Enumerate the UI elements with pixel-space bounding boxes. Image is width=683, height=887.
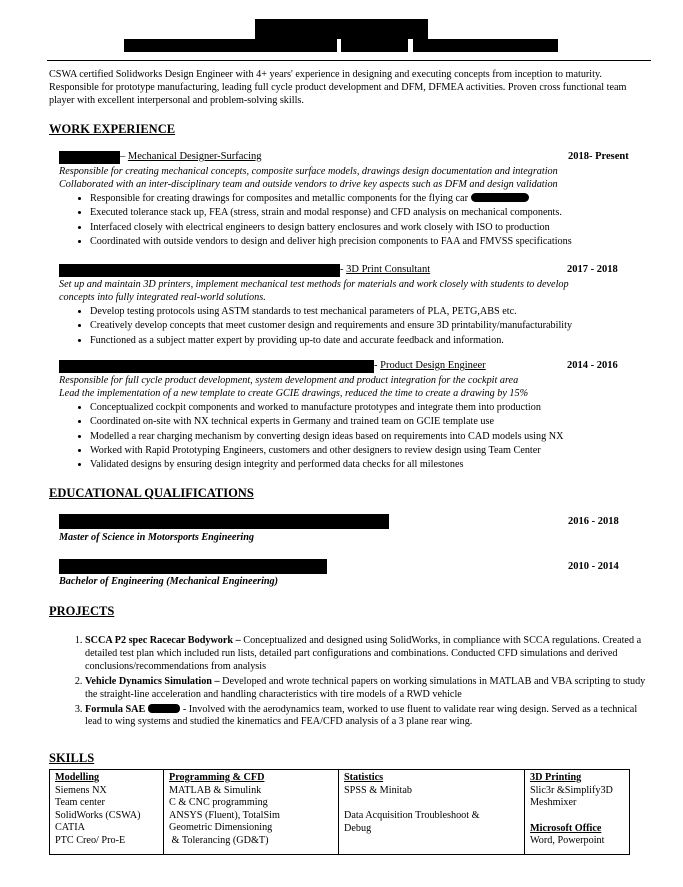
list-item: • Interfaced closely with electrical engineers to design battery enclosures and work closely with ISO to production	[90, 221, 572, 235]
list-item: 1. SCCA P2 spec Racecar Bodywork – Conceptualized and designed using SolidWorks, in compliance with SCCA regulations. Created a detailed test plan which included run lists, detailed part configurations and combinations. Conducted CFD simulations and derived conclusions/recommendations from analysis	[85, 635, 655, 674]
job-3-role	[374, 360, 486, 371]
redacted-employer-3	[59, 360, 374, 373]
list-item: • Coordinated on-site with NX technical experts in Germany and trained team on GCIE template use	[90, 415, 563, 429]
job-2-bullets	[70, 305, 572, 348]
section-skills: SKILLS	[49, 751, 95, 765]
section-work-experience: WORK EXPERIENCE	[49, 122, 176, 136]
list-item: • Worked with Rapid Prototyping Engineers, customers and other designers to review design using Team Center	[90, 444, 563, 458]
job-1-desc-2: Collaborated with an inter-disciplinary team and outside vendors to drive key aspects such as DFM and design validation	[59, 179, 558, 190]
job-2-dates: 2017 - 2018	[567, 264, 618, 275]
job-2-desc-2: concepts into fully integrated real-world solutions.	[59, 292, 266, 303]
skills-table	[49, 769, 630, 855]
summary: CSWA certified Solidworks Design Engineer with 4+ years' experience in designing and executing concepts from inception to maturity. Responsible for prototype manufacturing, leading full cycle product development and DFM, DFMEA activities. Proven cross functional team player with excellent interpersonal and problem-solving skills.	[49, 69, 627, 106]
list-item: 3. Formula SAE - Involved with the aerodynamics team, worked to use fluent to validate rear wing design. Served as a technical lead to wing systems and studied the kinematics and FEA/CFD analysis of a 3 plane rear wing.	[85, 704, 655, 730]
redacted-name	[255, 19, 428, 39]
list-item: 2. Vehicle Dynamics Simulation – Developed and wrote technical papers on working simulations in MATLAB and VBA scripting to study the straight-line acceleration and handling characteristics with tire models of a RWD vehicle	[85, 676, 655, 702]
job-3-dates: 2014 - 2016	[567, 360, 618, 371]
redacted-university-1	[59, 514, 389, 529]
skills-programming: Programming & CFD MATLAB & Simulink C & CNC programming ANSYS (Fluent), TotalSim Geometric Dimensioning & Tolerancing (GD&T)	[164, 770, 339, 855]
job-3-desc-2: Lead the implementation of a new template to create GCIE drawings, reduced the time to create a drawing by 15%	[59, 388, 529, 399]
skills-3d-printing: 3D Printing Slic3r &Simplify3D Meshmixer Microsoft Office Word, Powerpoint	[525, 770, 630, 855]
list-item: • Modelled a rear charging mechanism by converting design ideas based on requirements into CAD models using NX	[90, 430, 563, 444]
job-3-title: Product Design Engineer	[380, 360, 486, 371]
list-item: • Validated designs by ensuring design integrity and performed data checks for all milestones	[90, 458, 563, 472]
redacted-company-name	[471, 193, 529, 202]
job-1-dates: 2018- Present	[568, 151, 629, 162]
job-1-prefix: –	[120, 151, 128, 162]
list-item: • Executed tolerance stack up, FEA (stress, strain and modal response) and CFD analysis on mechanical components.	[90, 206, 572, 220]
list-item: • Develop testing protocols using ASTM standards to test mechanical parameters of PLA, PETG,ABS etc.	[90, 305, 572, 319]
redacted-contact-3	[413, 39, 558, 52]
edu-1-dates: 2016 - 2018	[568, 516, 619, 527]
job-1-title: Mechanical Designer-Surfacing	[127, 151, 262, 162]
job-3-desc-1: Responsible for full cycle product development, system development and product integration for the cockpit area	[59, 375, 519, 386]
section-education: EDUCATIONAL QUALIFICATIONS	[49, 486, 254, 500]
list-item: • Functioned as a subject matter expert by providing up-to date and accurate feedback and information.	[90, 334, 572, 348]
redacted-employer-2	[59, 264, 340, 277]
skills-modelling: Modelling Siemens NX Team center SolidWorks (CSWA) CATIA PTC Creo/ Pro-E	[50, 770, 164, 855]
redacted-contact-1	[124, 39, 337, 52]
job-3-prefix: -	[374, 360, 381, 371]
redacted-university-2	[59, 559, 327, 574]
job-2-title: 3D Print Consultant	[346, 264, 431, 275]
job-2-role	[340, 264, 430, 275]
job-1-desc-1: Responsible for creating mechanical concepts, composite surface models, drawings design documentation and integration	[59, 166, 558, 177]
skills-statistics: Statistics SPSS & Minitab Data Acquisition Troubleshoot & Debug	[339, 770, 525, 855]
edu-2-degree: Bachelor of Engineering (Mechanical Engineering)	[59, 576, 279, 587]
job-2-desc-1: Set up and maintain 3D printers, implement mechanical test methods for materials and work closely with students to develop	[59, 279, 569, 290]
job-1-role	[120, 151, 261, 162]
list-item: • Coordinated with outside vendors to design and deliver high precision components to FAA and FMVSS specifications	[90, 235, 572, 249]
edu-1-degree: Master of Science in Motorsports Engineering	[59, 532, 255, 543]
list-item: • Responsible for creating drawings for composites and metallic components for the flying car	[90, 192, 572, 206]
job-2-prefix: -	[340, 264, 347, 275]
redacted-employer-1	[59, 151, 120, 164]
edu-2-dates: 2010 - 2014	[568, 561, 619, 572]
projects-list	[64, 635, 655, 731]
job-1-bullets	[70, 192, 572, 249]
header-rule	[47, 60, 651, 61]
redacted-contact-2	[341, 39, 408, 52]
job-3-bullets	[70, 401, 563, 472]
section-projects: PROJECTS	[49, 604, 115, 618]
redacted-university-abbrev	[148, 704, 180, 713]
list-item: • Conceptualized cockpit components and worked to manufacture prototypes and integrate them into production	[90, 401, 563, 415]
list-item: • Creatively develop concepts that meet customer design and requirements and ensure 3D printability/manufacturability	[90, 319, 572, 333]
